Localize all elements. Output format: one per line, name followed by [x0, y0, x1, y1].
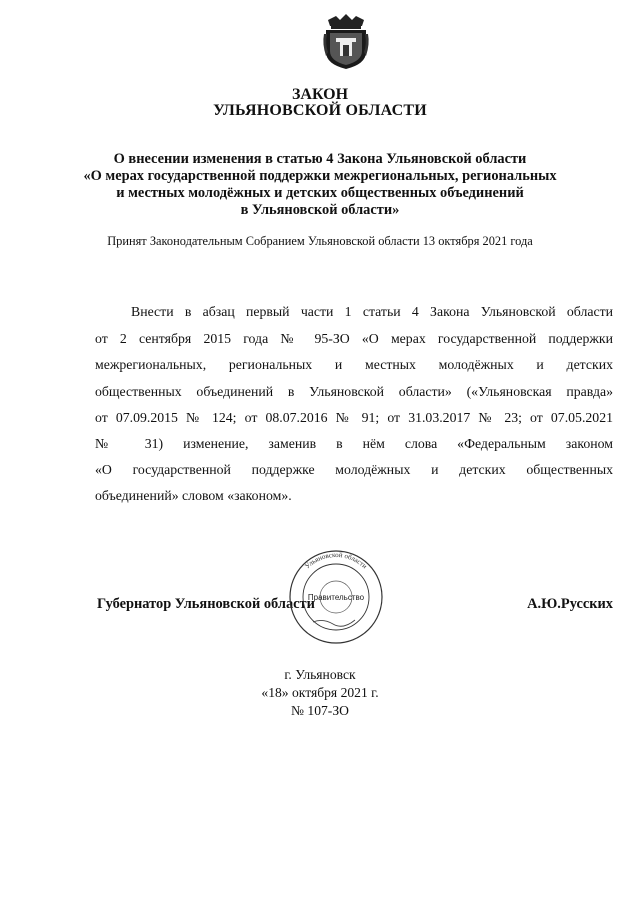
svg-text:Ульяновской области [303, 551, 368, 571]
law-subject-line: в Ульяновской области» [240, 202, 400, 218]
body-text-line: «О государственной поддержке молодёжных и детских общественных [95, 462, 613, 477]
body-text-line: от 2 сентября 2015 года № 95-ЗО «О мерах государственной поддержки [95, 331, 613, 346]
law-subject-line: и местных молодёжных и детских общественных объединений [116, 185, 524, 201]
body-text-line: объединений» словом «законом». [95, 488, 292, 503]
document-number: № 107-ЗО [291, 703, 349, 718]
law-subject-line: «О мерах государственной поддержки межрегиональных, региональных [83, 168, 557, 184]
region-title: УЛЬЯНОВСКОЙ ОБЛАСТИ [213, 102, 427, 119]
official-seal-stamp [287, 548, 385, 646]
body-text-line: № 31) изменение, заменив в нём слова «Федеральным законом [95, 436, 613, 451]
signatory-name: А.Ю.Русских [527, 596, 613, 612]
signatory-position: Губернатор Ульяновской области [97, 596, 315, 612]
law-title: ЗАКОН [291, 86, 349, 103]
seal-ring-text: Ульяновской области [303, 550, 369, 571]
law-subject-line: О внесении изменения в статью 4 Закона Ульяновской области [113, 151, 527, 167]
body-text-line: от 07.09.2015 № 124; от 08.07.2016 № 91; от 31.03.2017 № 23; от 07.05.2021 [95, 410, 613, 425]
document-city: г. Ульяновск [284, 667, 356, 682]
body-text-line: общественных объединений в Ульяновской области» («Ульяновская правда» [95, 384, 613, 399]
document-date: «18» октября 2021 г. [261, 685, 379, 700]
body-text-line: межрегиональных, региональных и местных молодёжных и детских [95, 357, 613, 372]
adoption-note: Принят Законодательным Собранием Ульяновской области 13 октября 2021 года [107, 234, 533, 248]
body-text-line: Внести в абзац первый части 1 статьи 4 Закона Ульяновской области [131, 304, 613, 319]
seal-center-text: Правительство [307, 593, 365, 602]
coat-of-arms-emblem [322, 12, 370, 70]
